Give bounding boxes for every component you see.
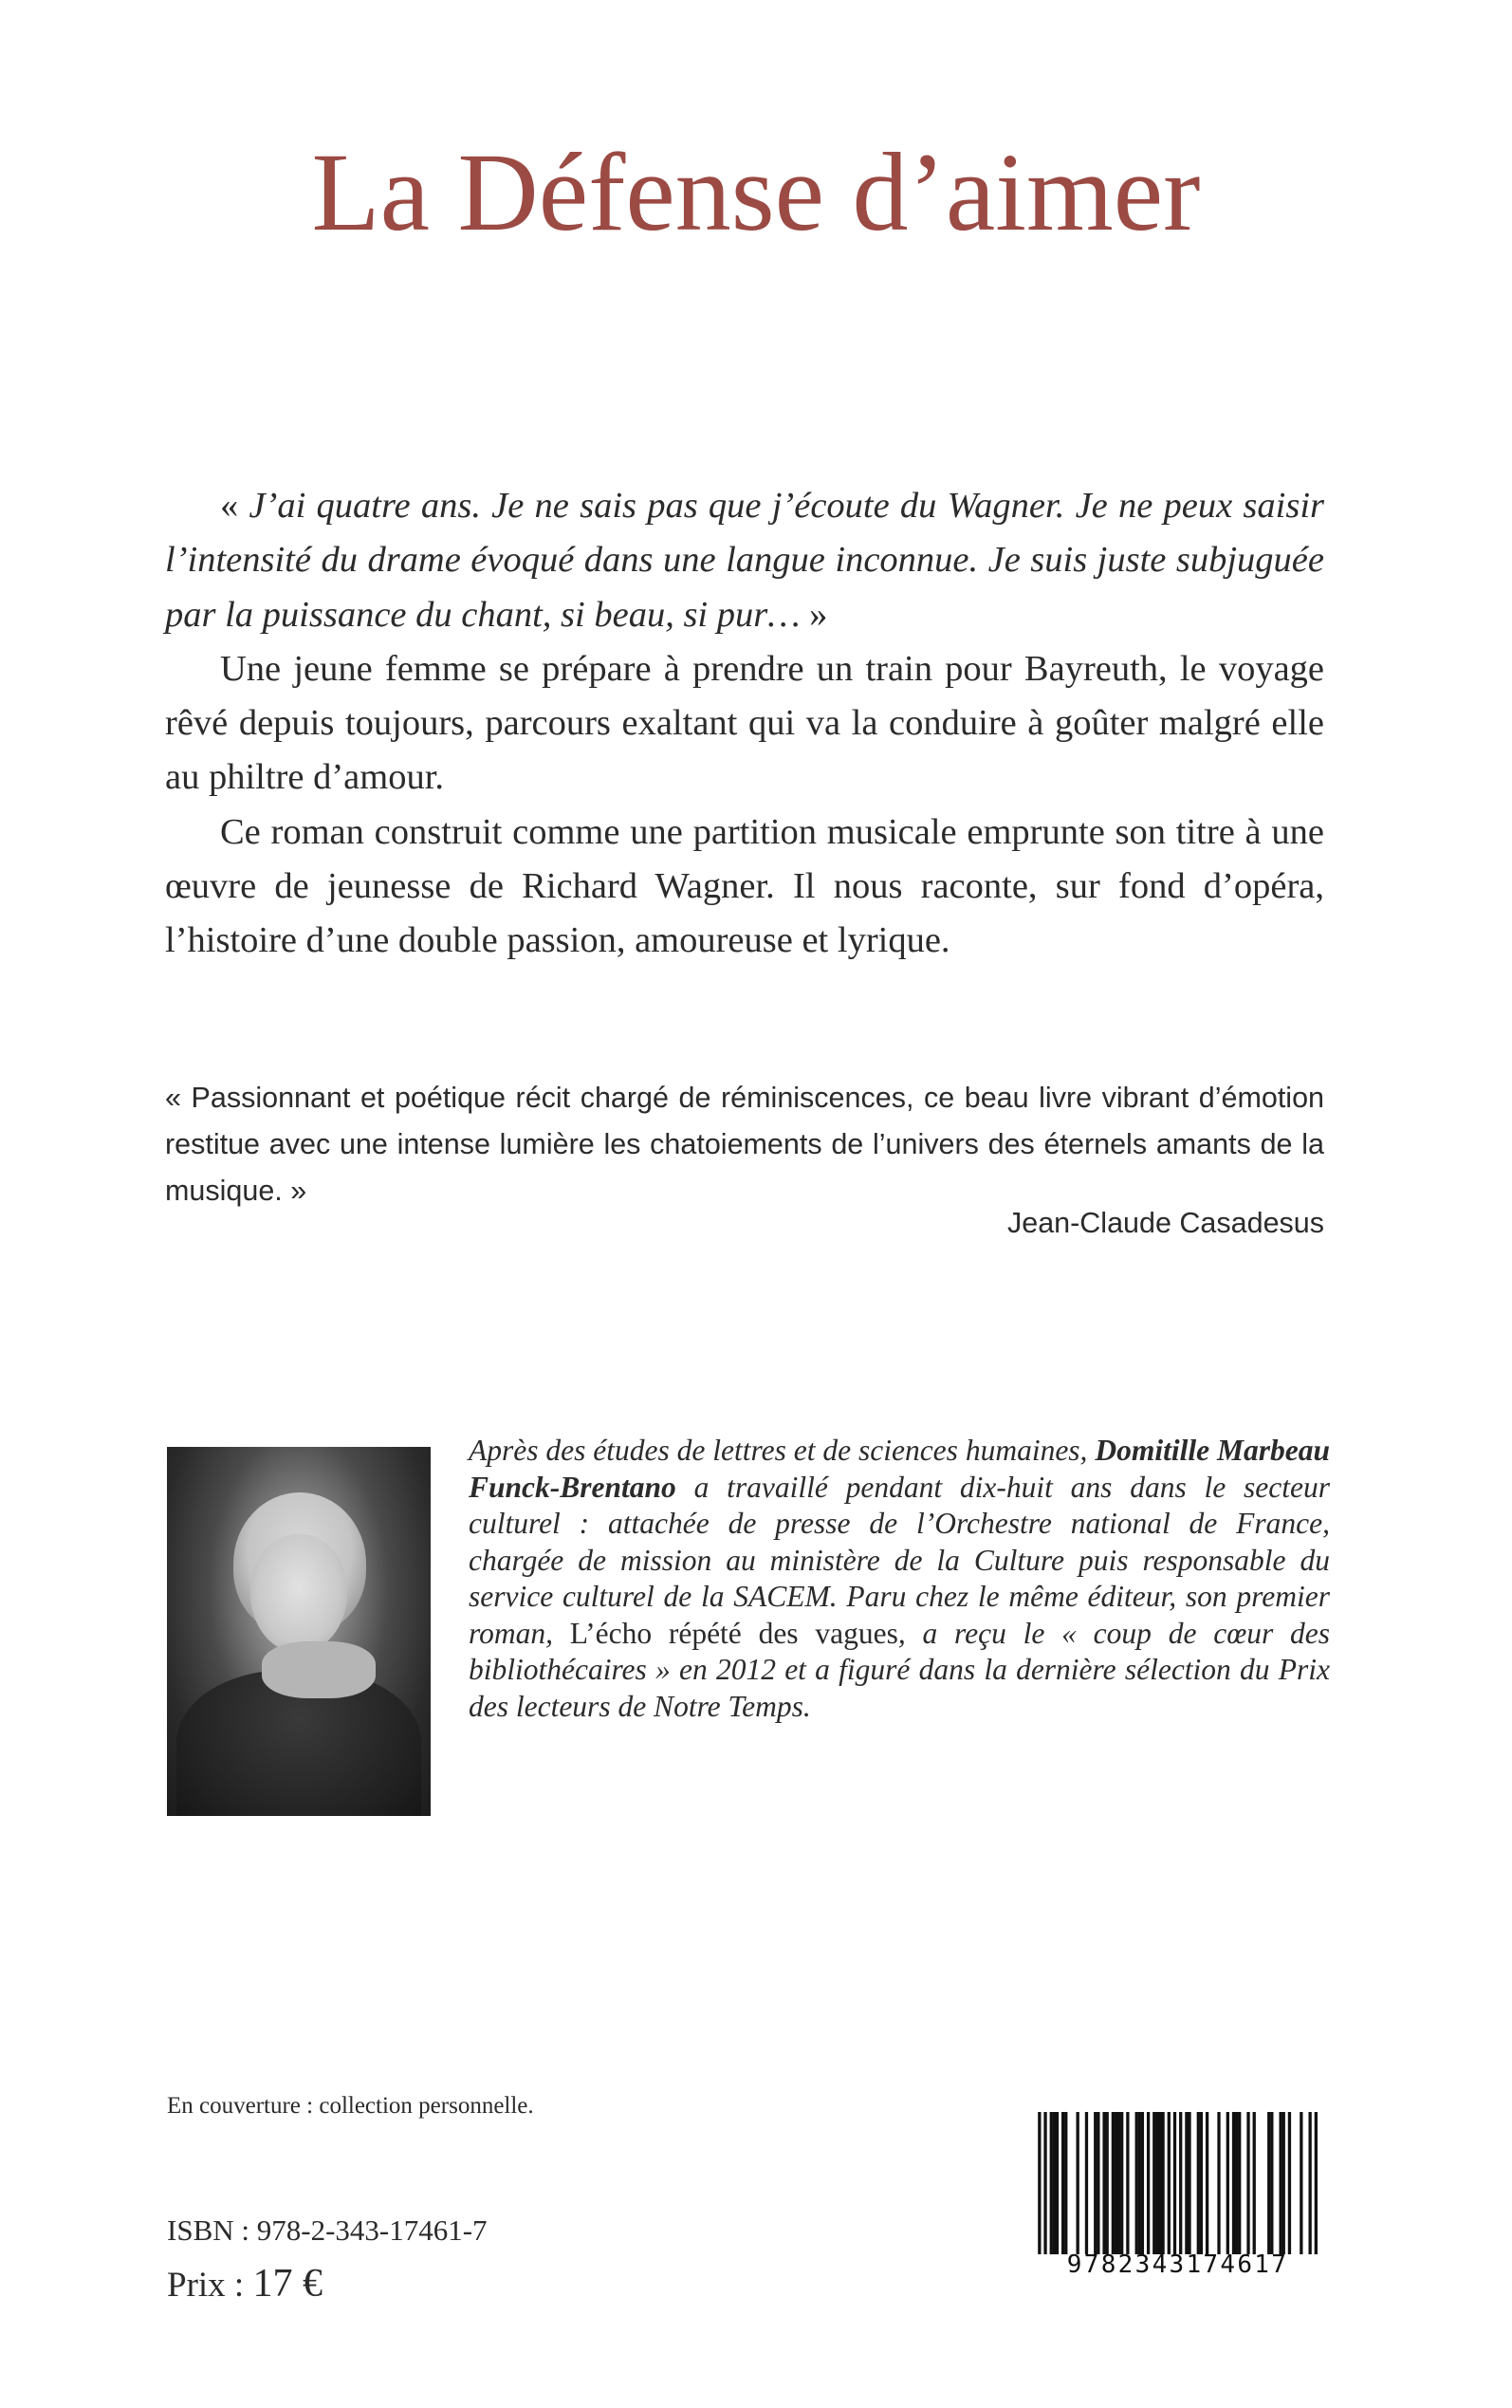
blurb-paragraph-2: Une jeune femme se prépare à prendre un train pour Bayreuth, le voyage rêvé depuis toujours, parcours exaltant qui va la conduire à goûter malgré elle au philtre d’amour.	[165, 648, 1324, 798]
barcode-bar	[1155, 2112, 1158, 2254]
previous-book-title: L’écho répété des vagues	[569, 1616, 898, 1650]
barcode-bar	[1232, 2112, 1235, 2254]
blurb-paragraph-1	[165, 479, 1324, 642]
bio-text-1: a travaillé pendant dix-huit ans dans le secteur culturel : attachée de presse de l’Orchestre national de France, chargée de mission au ministère de la Culture puis responsable du service culturel de la SACEM. Paru chez le même éditeur, son premier roman,	[469, 1470, 1330, 1650]
barcode-bar	[1200, 2112, 1203, 2254]
barcode-bar	[1158, 2112, 1161, 2254]
price-value: 17 €	[252, 2262, 323, 2306]
barcode-bar	[1206, 2112, 1208, 2254]
blurb-paragraph-3: Ce roman construit comme une partition musicale emprunte son titre à une œuvre de jeunesse de Richard Wagner. Il nous raconte, sur fond d’opéra, l’histoire d’une double passion, amoureuse et lyrique.	[165, 811, 1324, 961]
photo-hand-shape	[262, 1641, 376, 1698]
barcode-bar	[1235, 2112, 1238, 2254]
barcode-bar	[1115, 2112, 1117, 2254]
book-title: La Défense d’aimer	[311, 130, 1201, 254]
barcode-bars	[1032, 2112, 1323, 2254]
barcode-bar	[1270, 2112, 1273, 2254]
praise-author: Jean-Claude Casadesus	[1006, 1207, 1324, 1239]
barcode-bar	[1112, 2112, 1115, 2254]
barcode-bar	[1173, 2112, 1176, 2254]
barcode-bar	[1152, 2112, 1155, 2254]
barcode-bar	[1188, 2112, 1190, 2254]
barcode-bar	[1226, 2112, 1229, 2254]
barcode-bar	[1085, 2112, 1088, 2254]
barcode-bar	[1094, 2112, 1097, 2254]
barcode-bar	[1282, 2112, 1285, 2254]
barcode-bar	[1135, 2112, 1138, 2254]
barcode-bar	[1308, 2112, 1311, 2254]
barcode-bar	[1161, 2112, 1164, 2254]
barcode-bar	[1097, 2112, 1099, 2254]
barcode-bar	[1126, 2112, 1129, 2254]
author-photo	[167, 1447, 431, 1816]
price	[167, 2261, 323, 2306]
barcode-bar	[1038, 2112, 1041, 2254]
barcode-bar	[1168, 2112, 1171, 2254]
barcode-bar	[1053, 2112, 1056, 2254]
barcode-bar	[1253, 2112, 1256, 2254]
barcode-bar	[1056, 2112, 1059, 2254]
isbn: ISBN : 978-2-343-17461-7	[167, 2214, 488, 2247]
bio-text-2: , a reçu le « coup de cœur des bibliothécaires » en 2012 et a figuré dans la dernière sélection du Prix des lecteurs de Notre Temps.	[469, 1616, 1330, 1723]
author-bio	[469, 1433, 1330, 1725]
photo-face-shape	[250, 1534, 347, 1653]
barcode-bar	[1050, 2112, 1053, 2254]
barcode-bar	[1179, 2112, 1182, 2254]
barcode-bar	[1061, 2112, 1064, 2254]
blurb	[165, 479, 1324, 969]
barcode-bar	[1315, 2112, 1318, 2254]
price-label: Prix :	[167, 2266, 253, 2305]
barcode-bar	[1185, 2112, 1188, 2254]
bio-intro: Après des études de lettres et de sciences humaines,	[469, 1434, 1096, 1467]
barcode-bar	[1300, 2112, 1302, 2254]
barcode-bar	[1217, 2112, 1220, 2254]
barcode-bar	[1117, 2112, 1120, 2254]
praise-quote: « Passionnant et poétique récit chargé de réminiscences, ce beau livre vibrant d’émotion restitue avec une intense lumière les chatoiements de l’univers des éternels amants de la musique. »	[165, 1082, 1324, 1207]
barcode-bar	[1147, 2112, 1150, 2254]
barcode-bar	[1238, 2112, 1241, 2254]
barcode-bar	[1197, 2112, 1200, 2254]
barcode-bar	[1064, 2112, 1067, 2254]
barcode-bar	[1279, 2112, 1282, 2254]
barcode-bar	[1138, 2112, 1141, 2254]
barcode-bar	[1120, 2112, 1123, 2254]
barcode-bar	[1106, 2112, 1109, 2254]
cover-credit: En couverture : collection personnelle.	[167, 2093, 534, 2119]
quote-open: «	[220, 486, 249, 526]
barcode-bar	[1288, 2112, 1291, 2254]
barcode-bar	[1141, 2112, 1144, 2254]
barcode-bar	[1043, 2112, 1046, 2254]
author-name: Domitille Marbeau Funck-Brentano	[469, 1434, 1330, 1504]
blurb-quote-text: J’ai quatre ans. Je ne sais pas que j’écoute du Wagner. Je ne peux saisir l’intensité du drame évoqué dans une langue inconnue. Je suis juste subjuguée par la puissance du chant, si beau, si pur…	[165, 486, 1324, 635]
barcode-digits: 9782343174617	[1066, 2251, 1289, 2279]
barcode-bar	[1102, 2112, 1105, 2254]
quote-close: »	[800, 594, 828, 635]
barcode-bar	[1267, 2112, 1270, 2254]
barcode-bar	[1077, 2112, 1079, 2254]
barcode-bar	[1246, 2112, 1249, 2254]
